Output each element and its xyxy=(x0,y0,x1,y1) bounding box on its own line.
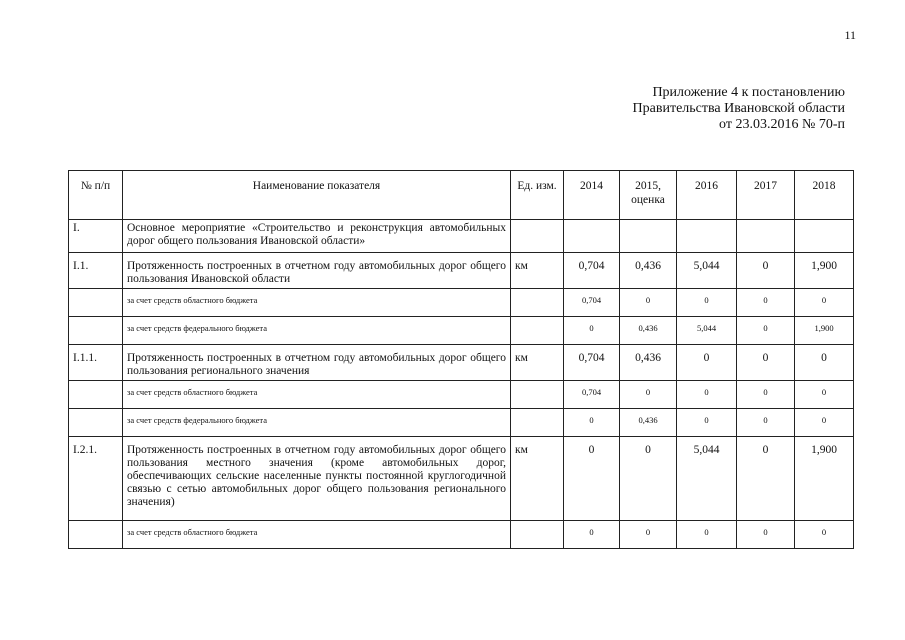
value-2015: 0 xyxy=(620,381,677,409)
row-number: I.1.1. xyxy=(69,345,123,381)
indicators-table xyxy=(68,170,854,549)
value-2016: 5,044 xyxy=(677,253,737,289)
table-row xyxy=(69,409,854,437)
value-2018: 0 xyxy=(795,345,854,381)
value-2017: 0 xyxy=(737,345,795,381)
column-header: 2015, оценка xyxy=(620,171,677,220)
row-number: I.1. xyxy=(69,253,123,289)
value-2015: 0 xyxy=(620,437,677,521)
unit-cell xyxy=(511,317,564,345)
unit-cell: км xyxy=(511,253,564,289)
appendix-header xyxy=(633,85,845,133)
value-2015: 0 xyxy=(620,289,677,317)
column-header: № п/п xyxy=(69,171,123,220)
appendix-line-1: Приложение 4 к постановлению xyxy=(652,85,845,100)
table-header-row xyxy=(69,171,854,220)
row-number xyxy=(69,381,123,409)
table-row xyxy=(69,253,854,289)
indicator-name: Протяженность построенных в отчетном году автомобильных дорог общего пользования местного значения (кроме автомобильных дорог, обеспечивающих сельские населенные пункты постоянной круглогодичной связью с сетью автомобильных дорог общего пользования регионального значения) xyxy=(123,437,511,521)
value-2016 xyxy=(677,220,737,253)
value-2017: 0 xyxy=(737,289,795,317)
indicator-name: за счет средств областного бюджета xyxy=(123,381,511,409)
row-number xyxy=(69,409,123,437)
table-row xyxy=(69,345,854,381)
value-2016: 5,044 xyxy=(677,317,737,345)
column-header: 2016 xyxy=(677,171,737,220)
value-2018: 1,900 xyxy=(795,317,854,345)
unit-cell: км xyxy=(511,345,564,381)
value-2018: 1,900 xyxy=(795,437,854,521)
value-2017 xyxy=(737,220,795,253)
indicator-name: Протяженность построенных в отчетном году автомобильных дорог общего пользования Ивановской области xyxy=(123,253,511,289)
value-2014: 0 xyxy=(564,521,620,549)
value-2018: 0 xyxy=(795,409,854,437)
value-2017: 0 xyxy=(737,521,795,549)
unit-cell xyxy=(511,521,564,549)
appendix-line-3: от 23.03.2016 № 70-п xyxy=(719,117,845,132)
value-2018: 0 xyxy=(795,289,854,317)
row-number: I.2.1. xyxy=(69,437,123,521)
value-2014: 0 xyxy=(564,437,620,521)
value-2016: 0 xyxy=(677,381,737,409)
column-header: 2017 xyxy=(737,171,795,220)
indicator-name: Основное мероприятие «Строительство и реконструкция автомобильных дорог общего пользования Ивановской области» xyxy=(123,220,511,253)
value-2017: 0 xyxy=(737,409,795,437)
table-row xyxy=(69,220,854,253)
value-2018: 0 xyxy=(795,381,854,409)
table-row xyxy=(69,521,854,549)
value-2014: 0,704 xyxy=(564,253,620,289)
row-number xyxy=(69,317,123,345)
value-2016: 0 xyxy=(677,345,737,381)
value-2015: 0,436 xyxy=(620,409,677,437)
value-2018: 1,900 xyxy=(795,253,854,289)
value-2014: 0,704 xyxy=(564,345,620,381)
value-2017: 0 xyxy=(737,437,795,521)
unit-cell xyxy=(511,289,564,317)
indicator-name: за счет средств областного бюджета xyxy=(123,289,511,317)
value-2018 xyxy=(795,220,854,253)
column-header: Наименование показателя xyxy=(123,171,511,220)
table-row xyxy=(69,317,854,345)
value-2017: 0 xyxy=(737,317,795,345)
table-row xyxy=(69,381,854,409)
value-2015 xyxy=(620,220,677,253)
value-2015: 0,436 xyxy=(620,345,677,381)
unit-cell xyxy=(511,409,564,437)
unit-cell: км xyxy=(511,437,564,521)
row-number xyxy=(69,289,123,317)
row-number xyxy=(69,521,123,549)
value-2018: 0 xyxy=(795,521,854,549)
value-2014 xyxy=(564,220,620,253)
value-2017: 0 xyxy=(737,381,795,409)
row-number: I. xyxy=(69,220,123,253)
value-2014: 0 xyxy=(564,409,620,437)
unit-cell xyxy=(511,381,564,409)
value-2015: 0,436 xyxy=(620,253,677,289)
value-2016: 0 xyxy=(677,521,737,549)
value-2017: 0 xyxy=(737,253,795,289)
column-header: 2018 xyxy=(795,171,854,220)
value-2014: 0,704 xyxy=(564,381,620,409)
table-row xyxy=(69,289,854,317)
indicator-name: за счет средств федерального бюджета xyxy=(123,409,511,437)
table-row xyxy=(69,437,854,521)
value-2014: 0 xyxy=(564,317,620,345)
value-2016: 0 xyxy=(677,289,737,317)
value-2016: 5,044 xyxy=(677,437,737,521)
indicator-name: за счет средств федерального бюджета xyxy=(123,317,511,345)
value-2016: 0 xyxy=(677,409,737,437)
appendix-line-2: Правительства Ивановской области xyxy=(632,101,845,116)
value-2014: 0,704 xyxy=(564,289,620,317)
value-2015: 0,436 xyxy=(620,317,677,345)
indicator-name: Протяженность построенных в отчетном году автомобильных дорог общего пользования регионального значения xyxy=(123,345,511,381)
column-header: 2014 xyxy=(564,171,620,220)
page-number: 11 xyxy=(844,28,856,42)
value-2015: 0 xyxy=(620,521,677,549)
unit-cell xyxy=(511,220,564,253)
column-header: Ед. изм. xyxy=(511,171,564,220)
indicator-name: за счет средств областного бюджета xyxy=(123,521,511,549)
